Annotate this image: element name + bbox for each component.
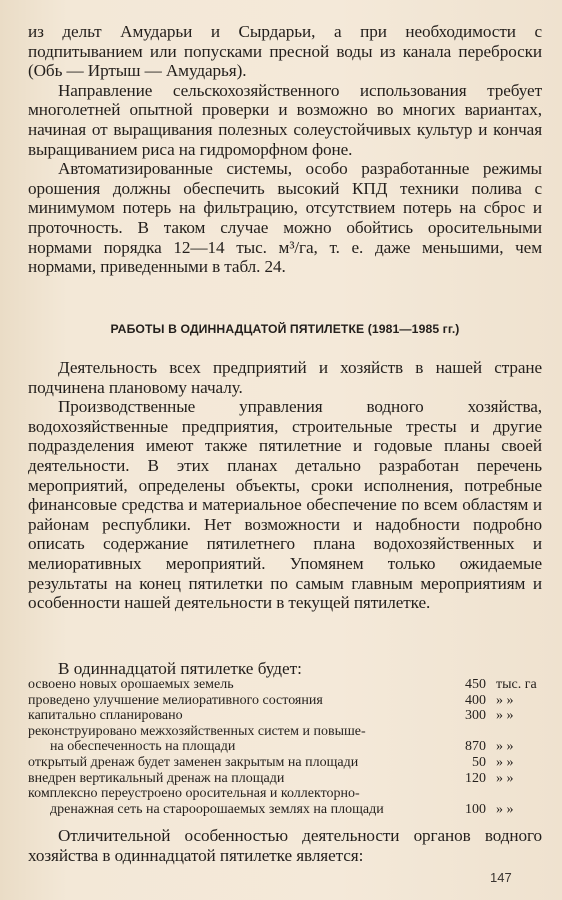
- text-block-middle: [28, 358, 542, 613]
- list-item-label: капитально спланировано: [28, 708, 183, 724]
- paragraph: Направление сельскохозяйственного использования требует многолетней опытной проверки и возможно во многих вариантах, начиная от выращивания полезных солеустойчивых культур и кончая выращиванием риса на гидроморфном фоне.: [28, 80, 542, 159]
- list-item-label: открытый дренаж будет заменен закрытым на площади: [28, 754, 359, 770]
- list-item-unit: » »: [496, 801, 514, 817]
- list-item-label: освоено новых орошаемых земель: [28, 677, 234, 692]
- list-item-value: 450: [465, 677, 486, 692]
- paragraph: из дельт Амударьи и Сырдарьи, а при необходимости с подпитыванием или попусками пресной воды из канала переброски (Обь — Иртыш — Амударья).: [28, 22, 542, 81]
- list-item-unit: » »: [496, 708, 514, 724]
- list-item-label: комплексно переустроено оросительная и коллекторно-: [28, 786, 360, 802]
- paragraph: Автоматизированные системы, особо разработанные режимы орошения должны обеспечить высокий КПД техники полива с минимумом потерь на фильтрацию, отсутствием потерь на сброс и проточность. В таком случае можно обойтись оросительными нормами порядка 12—14 тыс. м³/га, т. е. даже меньшими, чем нормами, приведенными в табл. 24.: [28, 159, 542, 277]
- list-item-unit: » »: [496, 692, 514, 708]
- list-item-label-continued: на обеспеченность на площади: [50, 739, 236, 755]
- list-item-unit: » »: [496, 754, 514, 770]
- list-item: [28, 708, 542, 724]
- list-item: [28, 771, 542, 787]
- list-item: [28, 755, 542, 771]
- list-item-value: 400: [465, 692, 486, 708]
- list-item-label: внедрен вертикальный дренаж на площади: [28, 770, 285, 786]
- list-item: [28, 786, 542, 817]
- paragraph: Деятельность всех предприятий и хозяйств в нашей стране подчинена плановому началу.: [28, 358, 542, 397]
- text-block-bottom: [28, 826, 542, 865]
- list-item-label-continued: дренажная сеть на староорошаемых землях на площади: [50, 801, 384, 817]
- paragraph: Отличительной особенностью деятельности органов водного хозяйства в одиннадцатой пятилетке является:: [28, 826, 542, 865]
- list-item-unit: » »: [496, 770, 514, 786]
- list-item-value: 100: [465, 801, 486, 817]
- list-title: В одиннадцатой пятилетке будет:: [58, 659, 302, 678]
- list-item-value: 50: [472, 754, 486, 770]
- list-item-unit: » »: [496, 739, 514, 755]
- section-heading: РАБОТЫ В ОДИННАДЦАТОЙ ПЯТИЛЕТКЕ (1981—1985 гг.): [110, 322, 460, 336]
- list-item-unit: тыс. га: [496, 677, 537, 692]
- results-list: [28, 677, 542, 817]
- list-item: [28, 693, 542, 709]
- list-item: [28, 677, 542, 693]
- list-item: [28, 724, 542, 755]
- list-item-label: реконструировано межхозяйственных систем и повыше-: [28, 723, 366, 739]
- list-item-value: 870: [465, 739, 486, 755]
- list-item-label: проведено улучшение мелиоративного состояния: [28, 692, 323, 708]
- list-item-value: 300: [465, 708, 486, 724]
- page-number: 147: [490, 870, 512, 885]
- paragraph: Производственные управления водного хозяйства, водохозяйственные предприятия, строительные тресты и другие подразделения имеют также пятилетние и годовые планы своей деятельности. В этих планах детально разработан перечень мероприятий, определены объекты, сроки исполнения, потребные финансовые средства и материальное обеспечение по всем областям и районам республики. Нет возможности и надобности подробно описать содержание пятилетнего плана водохозяйственных и мелиоративных мероприятий. Упомянем только ожидаемые результаты на конец пятилетки по самым главным мероприятиям и особенности нашей деятельности в текущей пятилетке.: [28, 397, 542, 613]
- list-item-value: 120: [465, 770, 486, 786]
- text-block-top: [28, 22, 542, 277]
